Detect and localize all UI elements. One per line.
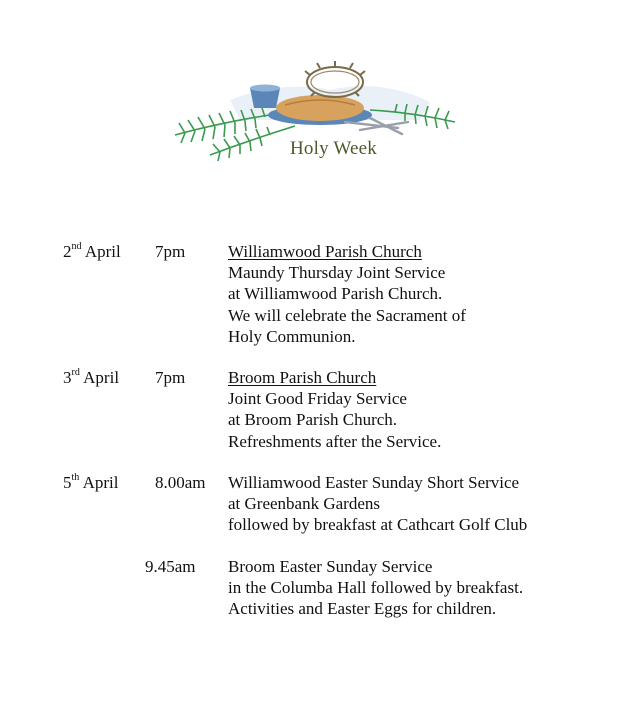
event-date: 3rd April <box>63 367 120 387</box>
event-date: 2nd April <box>63 241 121 261</box>
event-line: Holy Communion. <box>228 326 356 346</box>
event-line: followed by breakfast at Cathcart Golf Club <box>228 515 528 535</box>
event-time: 7pm <box>155 368 186 387</box>
event-description <box>228 367 441 452</box>
event-line: Williamwood Easter Sunday Short Service <box>228 473 520 492</box>
holy-week-banner <box>170 60 460 175</box>
event-line: Broom Easter Sunday Service <box>228 557 433 576</box>
event-line: in the Columba Hall followed by breakfast. <box>228 578 524 598</box>
event-line: Joint Good Friday Service <box>228 389 407 409</box>
event-date: 5th April <box>63 472 119 492</box>
event-description <box>228 556 523 620</box>
event-line: Refreshments after the Service. <box>228 431 442 451</box>
event-line: at Broom Parish Church. <box>228 410 398 430</box>
event-time: 7pm <box>155 242 186 261</box>
event-line: Activities and Easter Eggs for children. <box>228 599 497 619</box>
cup-icon <box>250 85 280 109</box>
event-line: Maundy Thursday Joint Service <box>228 263 446 283</box>
event-time: 9.45am <box>145 557 196 576</box>
event-time: 8.00am <box>155 473 206 492</box>
event-venue: Williamwood Parish Church <box>228 242 422 261</box>
holy-week-title: Holy Week <box>290 138 377 159</box>
event-line: at Williamwood Parish Church. <box>228 284 443 304</box>
event-description <box>228 472 527 536</box>
event-line: at Greenbank Gardens <box>228 494 380 514</box>
event-venue: Broom Parish Church <box>228 368 377 387</box>
event-description <box>228 241 466 347</box>
event-line: We will celebrate the Sacrament of <box>228 305 466 325</box>
